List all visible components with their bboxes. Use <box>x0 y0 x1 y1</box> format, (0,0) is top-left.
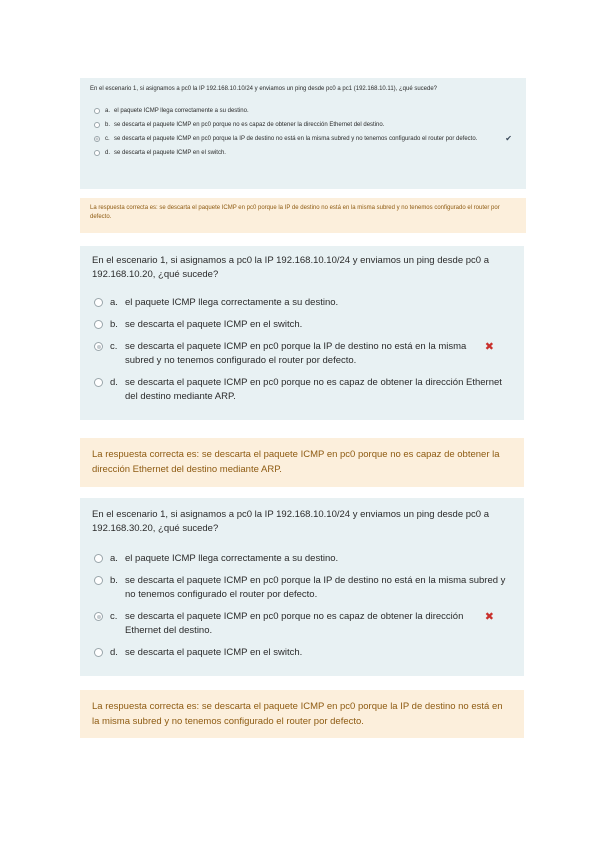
radio-button-selected[interactable] <box>94 612 103 621</box>
correct-answer-text: La respuesta correcta es: se descarta el paquete ICMP en pc0 porque la IP de destino no está en la misma subred y no tenemos configurado el router por defecto. <box>90 205 500 220</box>
option-d[interactable] <box>90 149 516 157</box>
answer-options <box>92 552 512 660</box>
option-letter: d. <box>110 377 118 388</box>
radio-button-selected[interactable] <box>94 136 100 142</box>
option-text: se descarta el paquete ICMP en el switch. <box>125 319 303 330</box>
option-c[interactable] <box>92 340 512 368</box>
radio-button[interactable] <box>94 648 103 657</box>
question-card-3 <box>80 498 524 676</box>
option-b[interactable] <box>92 318 512 332</box>
correct-answer-text: La respuesta correcta es: se descarta el paquete ICMP en pc0 porque la IP de destino no está en la misma subred y no tenemos configurado el router por defecto. <box>92 701 503 727</box>
option-text: se descarta el paquete ICMP en el switch. <box>125 647 303 658</box>
radio-button[interactable] <box>94 298 103 307</box>
question-text: En el escenario 1, si asignamos a pc0 la IP 192.168.10.10/24 y enviamos un ping desde pc0 a 192.168.10.20, ¿qué sucede? <box>92 255 489 280</box>
option-text: el paquete ICMP llega correctamente a su destino. <box>114 108 249 114</box>
answer-options <box>90 107 516 157</box>
checkmark-icon: ✔ <box>505 134 512 143</box>
option-a[interactable] <box>92 552 512 566</box>
option-b[interactable] <box>92 574 512 602</box>
option-letter: d. <box>105 150 111 156</box>
option-letter: b. <box>110 575 118 586</box>
feedback-card-3 <box>80 690 524 738</box>
radio-button[interactable] <box>94 576 103 585</box>
option-letter: c. <box>105 136 110 142</box>
option-text: el paquete ICMP llega correctamente a su destino. <box>125 297 339 308</box>
option-letter: d. <box>110 647 118 658</box>
wrong-mark-icon: ✖ <box>484 341 494 353</box>
option-d[interactable] <box>92 646 512 660</box>
option-a[interactable] <box>90 107 516 115</box>
question-text: En el escenario 1, si asignamos a pc0 la IP 192.168.10.10/24 y enviamos un ping desde pc0 a pc1 (192.168.10.11), ¿qué sucede? <box>90 86 438 92</box>
option-letter: a. <box>110 553 118 564</box>
option-text: se descarta el paquete ICMP en pc0 porque la IP de destino no está en la misma subred y no tenemos configurado el router por defecto. <box>125 341 467 366</box>
option-b[interactable] <box>90 121 516 129</box>
option-text: se descarta el paquete ICMP en pc0 porque la IP de destino no está en la misma subred y no tenemos configurado el router por defecto. <box>125 575 506 600</box>
radio-button[interactable] <box>94 122 100 128</box>
wrong-mark-icon: ✖ <box>484 611 494 623</box>
option-letter: a. <box>110 297 118 308</box>
option-text: el paquete ICMP llega correctamente a su destino. <box>125 553 339 564</box>
option-letter: b. <box>105 122 111 128</box>
radio-button-selected[interactable] <box>94 342 103 351</box>
feedback-card-2 <box>80 438 524 487</box>
radio-button[interactable] <box>94 554 103 563</box>
question-text: En el escenario 1, si asignamos a pc0 la IP 192.168.10.10/24 y enviamos un ping desde pc0 a 192.168.30.20, ¿qué sucede? <box>92 509 489 534</box>
option-letter: c. <box>110 611 118 622</box>
option-text: se descarta el paquete ICMP en pc0 porque no es capaz de obtener la dirección Ethernet del destino. <box>125 611 464 636</box>
option-letter: a. <box>105 108 111 114</box>
option-letter: b. <box>110 319 118 330</box>
question-card-2 <box>80 246 524 420</box>
radio-button[interactable] <box>94 378 103 387</box>
option-c[interactable] <box>90 135 516 143</box>
feedback-card-1 <box>80 198 526 233</box>
radio-button[interactable] <box>94 108 100 114</box>
correct-answer-text: La respuesta correcta es: se descarta el paquete ICMP en pc0 porque no es capaz de obtener la dirección Ethernet del destino mediante ARP. <box>92 449 500 475</box>
option-d[interactable] <box>92 376 512 404</box>
option-c[interactable] <box>92 610 512 638</box>
option-a[interactable] <box>92 296 512 310</box>
option-text: se descarta el paquete ICMP en pc0 porque la IP de destino no está en la misma subred y no tenemos configurado el router por defecto. <box>114 136 478 142</box>
question-card-1 <box>80 78 526 189</box>
answer-options <box>92 296 512 404</box>
option-text: se descarta el paquete ICMP en pc0 porque no es capaz de obtener la dirección Ethernet del destino mediante ARP. <box>125 377 502 402</box>
option-letter: c. <box>110 341 118 352</box>
option-text: se descarta el paquete ICMP en pc0 porque no es capaz de obtener la dirección Ethernet del destino. <box>114 122 385 128</box>
option-text: se descarta el paquete ICMP en el switch. <box>114 150 226 156</box>
radio-button[interactable] <box>94 150 100 156</box>
radio-button[interactable] <box>94 320 103 329</box>
